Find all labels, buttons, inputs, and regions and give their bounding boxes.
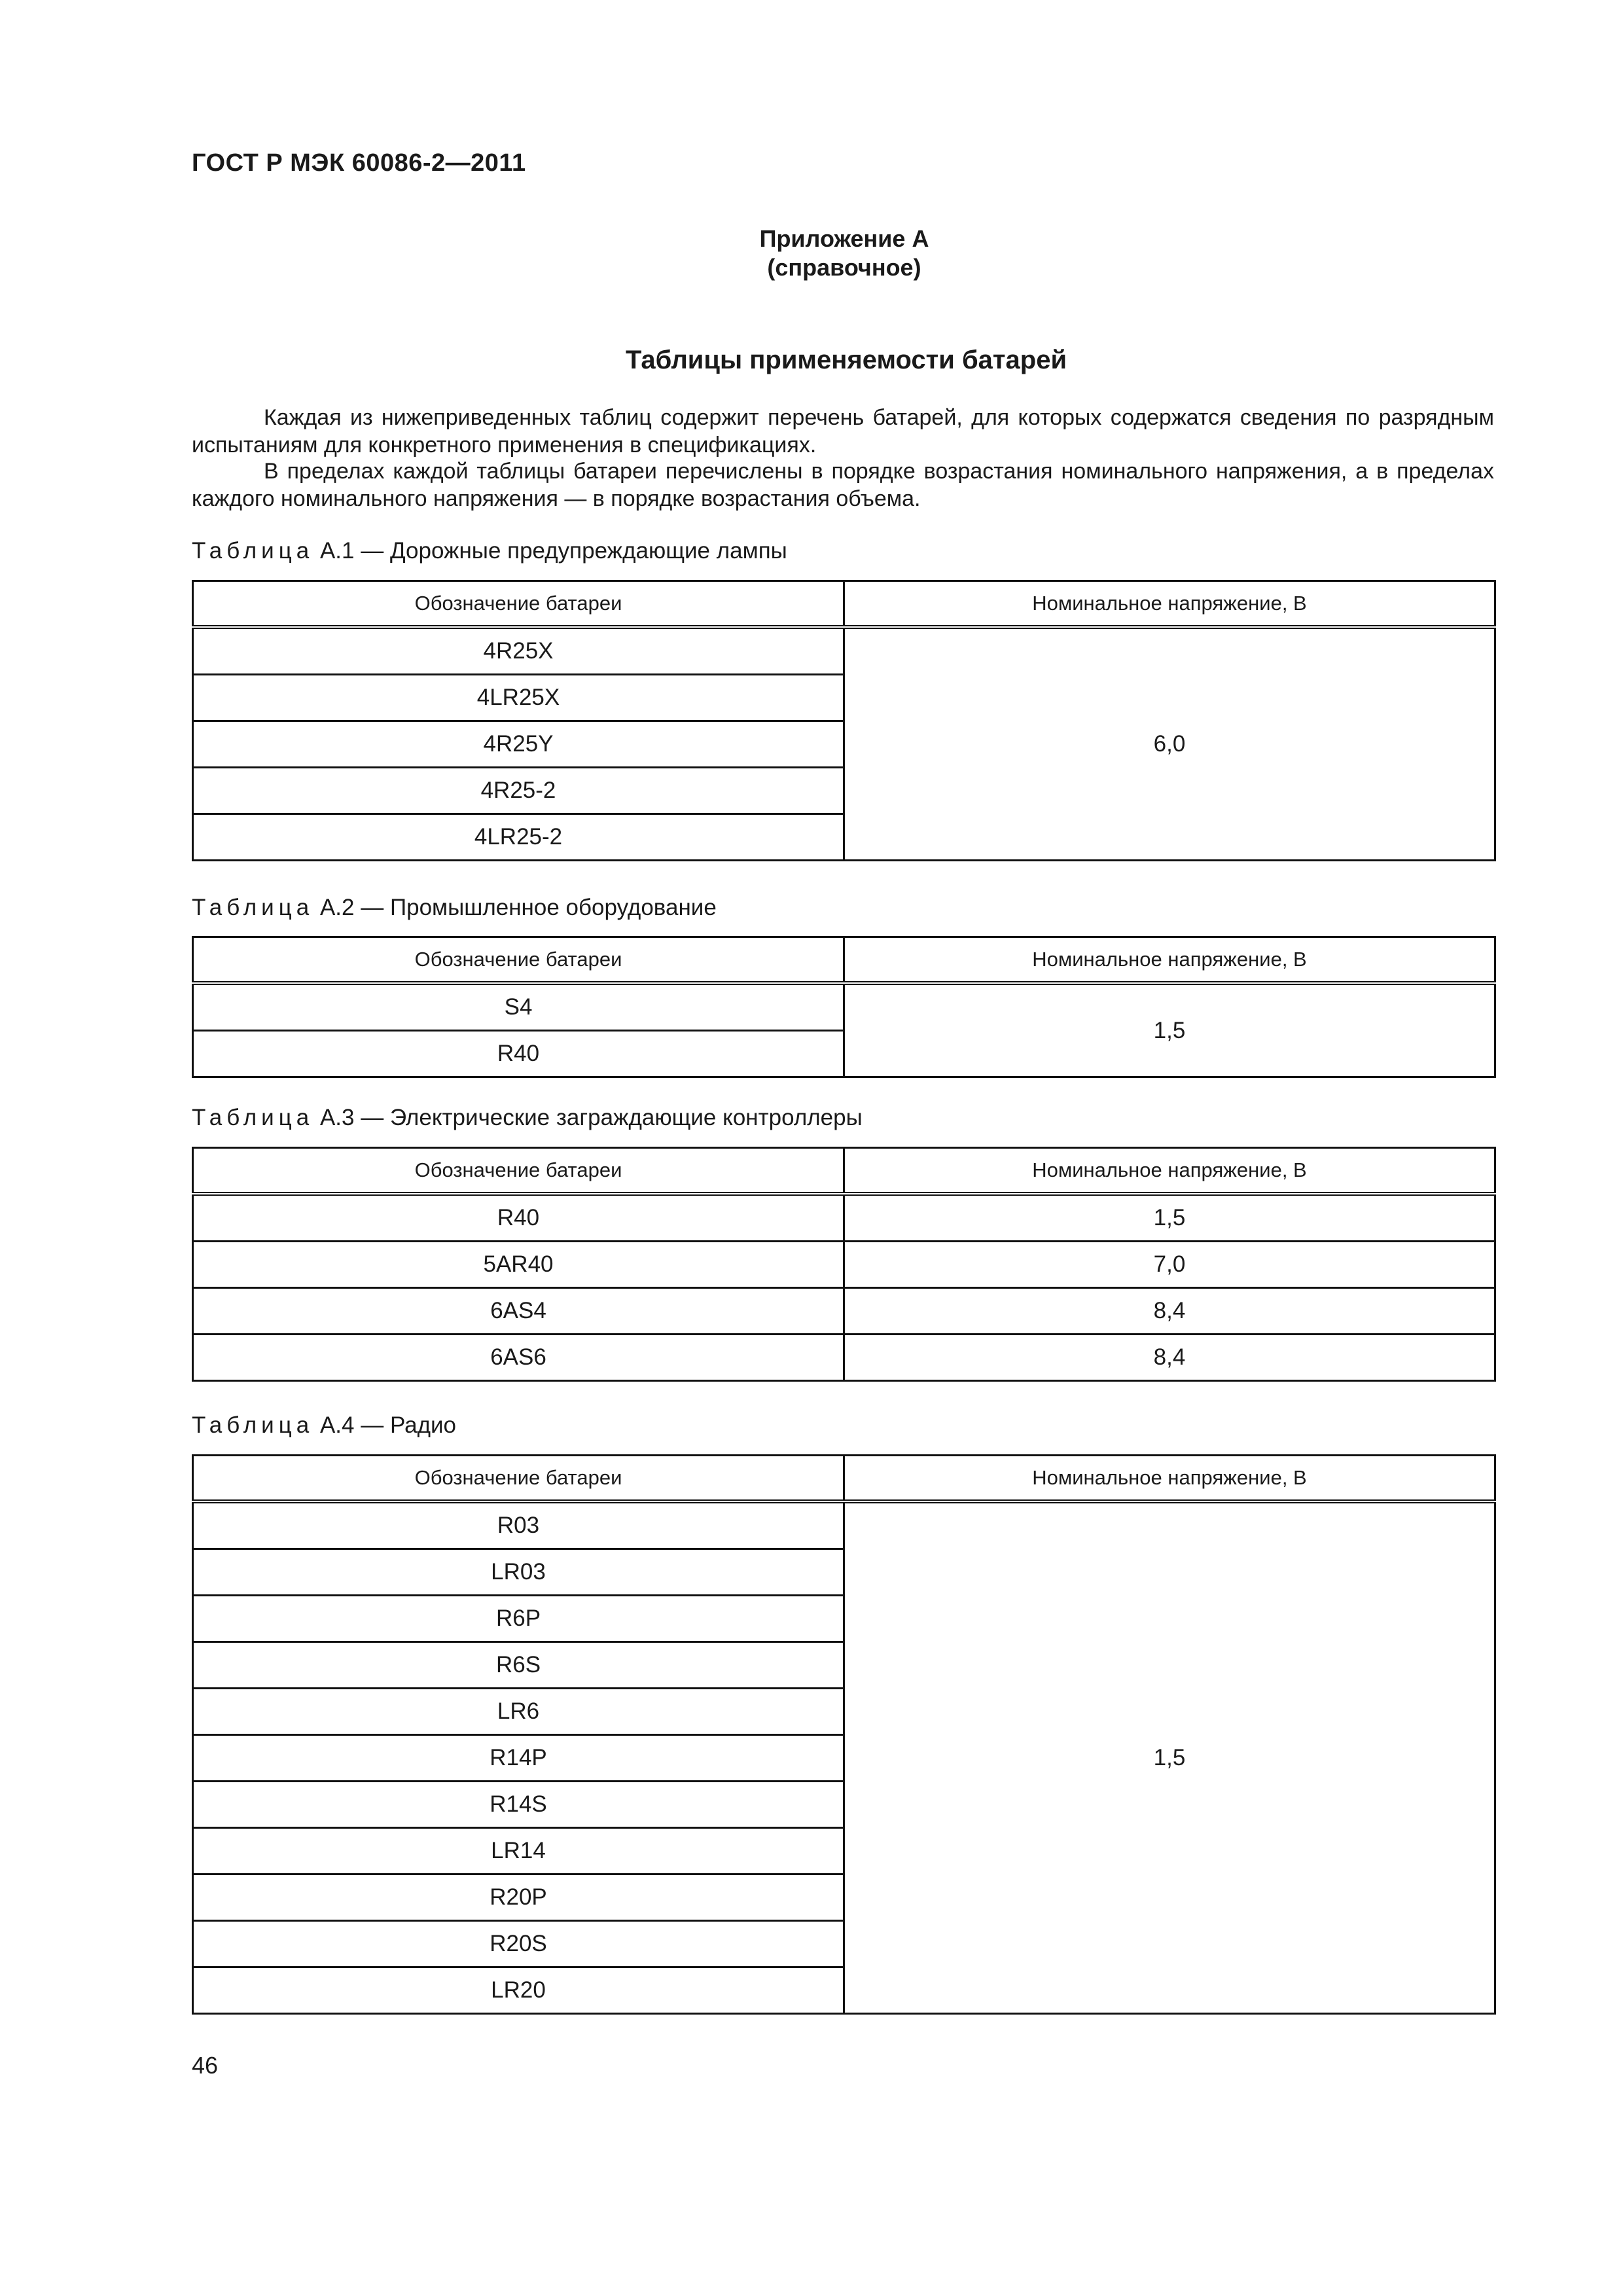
voltage-cell: 8,4 <box>844 1288 1495 1335</box>
battery-cell: R14P <box>193 1735 844 1782</box>
table-caption-word: Таблица <box>192 538 314 564</box>
table-caption-word: Таблица <box>192 1412 314 1438</box>
battery-cell: LR14 <box>193 1828 844 1874</box>
battery-cell: 4R25X <box>193 627 844 675</box>
table-road-warning-lamps <box>192 580 1496 861</box>
page-number: 46 <box>192 2052 219 2079</box>
column-header-voltage: Номинальное напряжение, В <box>844 581 1495 628</box>
table-caption-text: А.4 — Радио <box>313 1412 457 1438</box>
battery-cell: 6AS4 <box>193 1288 844 1335</box>
column-header-voltage: Номинальное напряжение, В <box>844 1148 1495 1194</box>
battery-cell: S4 <box>193 983 844 1031</box>
battery-cell: R40 <box>193 1194 844 1242</box>
section-title: Таблицы применяемости батарей <box>625 346 1067 374</box>
table-row <box>193 627 1495 675</box>
paragraph <box>192 404 1494 459</box>
battery-cell: R6S <box>193 1642 844 1689</box>
battery-cell: 4LR25X <box>193 675 844 721</box>
column-header-battery: Обозначение батареи <box>193 1456 844 1502</box>
battery-cell: 6AS6 <box>193 1335 844 1381</box>
voltage-cell: 6,0 <box>844 627 1495 861</box>
table-row <box>193 1288 1495 1335</box>
table-electric-fence-controllers <box>192 1147 1496 1382</box>
battery-cell: R14S <box>193 1782 844 1828</box>
table-radio <box>192 1454 1496 2015</box>
table-caption-text: А.1 — Дорожные предупреждающие лампы <box>313 538 787 564</box>
column-header-battery: Обозначение батареи <box>193 1148 844 1194</box>
battery-cell: R20P <box>193 1874 844 1921</box>
column-header-battery: Обозначение батареи <box>193 581 844 628</box>
document-code: ГОСТ Р МЭК 60086-2—2011 <box>192 149 526 177</box>
appendix-subtitle: (справочное) <box>767 254 921 281</box>
battery-cell: R20S <box>193 1921 844 1967</box>
table-industrial-equipment <box>192 936 1496 1078</box>
voltage-cell: 1,5 <box>844 1194 1495 1242</box>
table-row <box>193 1501 1495 1549</box>
battery-cell: R03 <box>193 1501 844 1549</box>
table-caption <box>192 538 787 564</box>
column-header-voltage: Номинальное напряжение, В <box>844 1456 1495 1502</box>
table-row <box>193 1194 1495 1242</box>
paragraph <box>192 457 1494 512</box>
battery-cell: R6P <box>193 1596 844 1642</box>
paragraph-text: Каждая из нижеприведенных таблиц содержит перечень батарей, для которых содержатся сведения по разрядным испытаниям для конкретного применения в спецификациях. <box>192 405 1494 457</box>
table-caption-text: А.3 — Электрические заграждающие контроллеры <box>313 1105 863 1130</box>
column-header-voltage: Номинальное напряжение, В <box>844 937 1495 984</box>
paragraph-text: В пределах каждой таблицы батареи перечислены в порядке возрастания номинального напряжения, а в пределах каждого номинального напряжения — в порядке возрастания объема. <box>192 459 1494 511</box>
table-row <box>193 1242 1495 1288</box>
table-caption <box>192 1105 863 1131</box>
table-caption <box>192 1412 456 1439</box>
battery-cell: 4LR25-2 <box>193 814 844 861</box>
battery-cell: 4R25-2 <box>193 768 844 814</box>
battery-cell: 4R25Y <box>193 721 844 768</box>
voltage-cell: 1,5 <box>844 1501 1495 2014</box>
battery-cell: R40 <box>193 1031 844 1077</box>
battery-cell: 5AR40 <box>193 1242 844 1288</box>
battery-cell: LR6 <box>193 1689 844 1735</box>
table-row <box>193 1335 1495 1381</box>
voltage-cell: 1,5 <box>844 983 1495 1077</box>
appendix-title: Приложение А <box>759 225 929 252</box>
table-caption-text: А.2 — Промышленное оборудование <box>313 895 717 920</box>
voltage-cell: 7,0 <box>844 1242 1495 1288</box>
table-caption-word: Таблица <box>192 895 314 920</box>
column-header-battery: Обозначение батареи <box>193 937 844 984</box>
voltage-cell: 8,4 <box>844 1335 1495 1381</box>
battery-cell: LR20 <box>193 1967 844 2014</box>
battery-cell: LR03 <box>193 1549 844 1596</box>
table-row <box>193 983 1495 1031</box>
table-caption <box>192 895 717 921</box>
table-caption-word: Таблица <box>192 1105 314 1130</box>
